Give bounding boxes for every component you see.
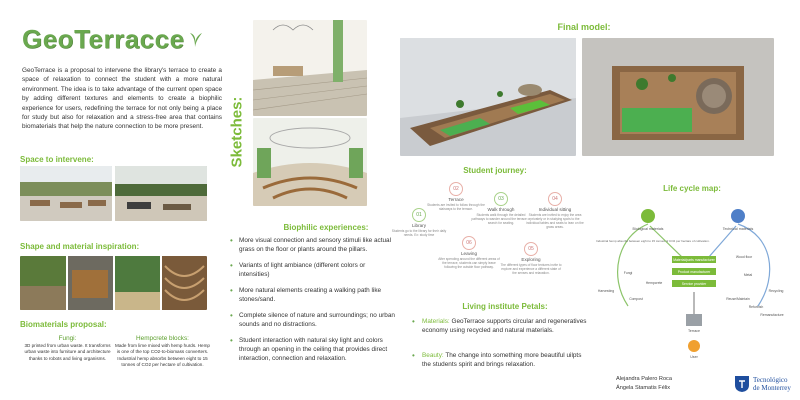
petal-beauty: • Beauty: The change into something more beautiful uilpts the students spirit and brings relaxation. (412, 352, 588, 369)
tec-shield-icon (734, 375, 750, 393)
fungi-node: Fungi (623, 271, 633, 275)
petal-materials: • Materials: GeoTerrace supports circular and regeneratives economy using recycled and natural materials. (412, 318, 588, 335)
harvesting-node: Harvesting (597, 289, 615, 293)
mfg-node: Material/parts manufacturer (673, 258, 715, 262)
user-node: User (690, 355, 698, 359)
shape-title: Shape and material inspiration: (20, 242, 140, 251)
journey-step-01: 01 Library Students go to the library for their daily needs. Ex: study time (388, 208, 450, 237)
final-model-photo-1 (400, 38, 576, 156)
journey-step-06: 06 Leaving After spending around the different areas of the terrace, students can simply leave following the outside floor pathway. (438, 236, 500, 269)
journey-step-02: 02 Terrace Students are invited to follow through the stairways to the terrace. (425, 182, 487, 211)
refurbish-node: Refurbish (748, 305, 764, 309)
inspiration-photos (20, 256, 207, 310)
institution-name: Tecnológico de Monterrey (753, 376, 791, 392)
recycling-node: Recycling (768, 289, 784, 293)
service-node: Service provider (681, 282, 707, 286)
fungi-name: Fungi: (58, 335, 77, 342)
list-item: • Variants of light ambiance (different colors or intensities) (228, 261, 396, 279)
journey-step-04: 04 Individual sitting Students are invited to enjoy the area privately or in studying spots to the individual tables and seats to lean on the grass areas. (524, 192, 586, 229)
final-model-title: Final model: (557, 22, 611, 32)
biophilic-title: Biophilic experiences: (283, 223, 369, 232)
list-item: • Complete silence of nature and surroundings; no urban sounds and no distractions. (228, 311, 396, 329)
technical-icon (731, 209, 745, 223)
sketch-1 (253, 20, 367, 116)
terrace-node: Terrace (688, 329, 700, 333)
space-title: Space to intervene: (20, 155, 94, 164)
hemp-node: Hempcrete (645, 281, 663, 285)
biomaterials-title: Biomaterials proposal: (20, 320, 107, 329)
journey-step-05: 05 Exploring The different types of floor textures invite to explore and experience a different state of the senses and relaxation. (500, 242, 562, 275)
compost-node: Compost (629, 297, 643, 301)
intro-text: GeoTerrace is a proposal to intervene the library's terrace to create a space of relaxation to connect the student with a more natural environment. The idea is to take advantage of the current open space by adding different textures and elements to create a biophilic experience for users, redefining the terrace for not only being a place for study but also for relaxation and a stress-free area that contains biomaterials that help the nature connection to be more present. (22, 67, 222, 131)
life-cycle-map (588, 196, 796, 364)
space-photo-2 (115, 166, 207, 221)
authors: Alejandra Palero Roca Ángela Stamatis Félix (616, 376, 672, 391)
tec-logo (734, 372, 794, 396)
space-photo-1 (20, 166, 112, 221)
journey-step-03: 03 Walk through Students walk through the detailed pathways to wander around the terrace or search for seating. (470, 192, 532, 225)
living-petals-title: Living institute Petals: (462, 302, 548, 311)
poster-title: GeoTerracce (22, 23, 185, 54)
tech-label: Technical materials (722, 227, 754, 231)
biophilic-list (228, 236, 396, 370)
list-item: • Student interaction with natural sky light and colors through an opening in the ceiling that provides direct interaction, connection and relaxation. (228, 336, 396, 363)
life-cycle-title: Life cycle map: (663, 184, 721, 193)
logo (22, 22, 203, 56)
bio-label: Biological materials (632, 227, 664, 231)
leaf-icon (187, 30, 203, 48)
student-journey-title: Student journey: (463, 166, 527, 175)
wood-node: Wood floor (735, 255, 753, 259)
sketch-2 (253, 118, 367, 206)
list-item: • More visual connection and sensory stimuli like actual grass on the floor or plants around the pillars. (228, 236, 396, 254)
hemp-note: Industrial hemp absorbs between eight to 15 tonnes of CO2 per hectare of cultivation. (596, 239, 710, 243)
fungi-text: 3D printed from urban waste. It transforms urban waste into furniture and architecture thanks to robots and living organisms. (24, 343, 111, 361)
hempcrete-text: Made from lime mixed with hemp hurds. Hemp is one of the top CO2-to-biomass converters. Industrial hemp absorbs between eight to 15 tonnes of CO2 per hectare of cultivation. (115, 343, 210, 368)
hempcrete-name: Hempcrete blocks: (136, 335, 189, 342)
product-node: Product manufacturer (677, 270, 711, 274)
remanufacture-node: Remanufacture (760, 313, 784, 317)
final-model-photo-2 (582, 38, 774, 156)
metal-node: Metal (743, 273, 753, 277)
biological-icon (641, 209, 655, 223)
sketches-label: Sketches: (228, 96, 246, 168)
reuse-node: Reuse/Maintain (726, 297, 750, 301)
list-item: • More natural elements creating a walking path like stones/sand. (228, 286, 396, 304)
